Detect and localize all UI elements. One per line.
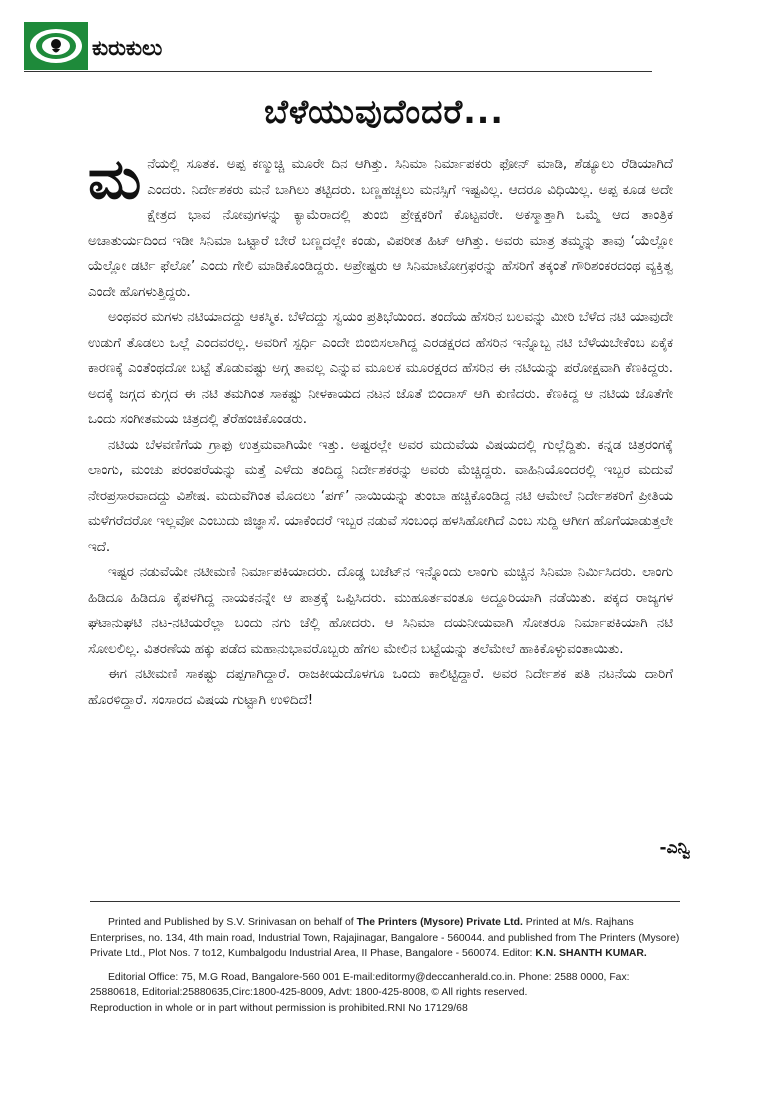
header-divider: [24, 71, 652, 72]
masthead: [24, 22, 652, 72]
imprint-rights: Reproduction in whole or in part without permission is prohibited.RNI No 17129/68: [90, 1002, 468, 1014]
imprint-text: Printed at M/s. Rajhans Enterprises, no. 134, 4th main road, Industrial Town, Rajajinagar, Bangalore - 560044. and published from The Printers (Mysore) Private Ltd., Plot Nos. 7 to12, Kumbalgodu Industrial Area, II Phase, Bangalore - 560074. Editor:: [90, 917, 680, 959]
article-title: ಬೆಳೆಯುವುದೆಂದರೆ...: [264, 92, 504, 131]
author-signature: -ಎನ್ವಿ: [659, 838, 690, 858]
logo-icon: [24, 22, 88, 70]
imprint: [90, 915, 680, 1024]
editor-name: K.N. SHANTH KUMAR.: [535, 948, 647, 959]
brand-name: ಕುರುಕುಲು: [92, 36, 163, 60]
article-body: [88, 147, 673, 713]
paragraph: ನಟಿಯ ಬೆಳವಣಿಗೆಯ ಗ್ರಾಫು ಉತ್ತಮವಾಗಿಯೇ ಇತ್ತು. ಅಷ್ಟರಲ್ಲೇ ಅವರ ಮದುವೆಯ ವಿಷಯದಲ್ಲಿ ಗುಲ್ಲೆದ್ದಿತು. ಕನ್ನಡ ಚಿತ್ರರಂಗಕ್ಕೆ ಲಾಂಗು, ಮಂಚು ಪರಂಪರೆಯನ್ನು ಮತ್ತೆ ಎಳೆದು ತಂದಿದ್ದ ನಿರ್ದೇಶಕರನ್ನು ಅವರು ಮೆಚ್ಚಿದ್ದರು. ವಾಹಿನಿಯೊಂದರಲ್ಲಿ ಇಬ್ಬರ ಮದುವೆ ನೇರಪ್ರಸಾರವಾದದ್ದು ವಿಶೇಷ. ಮದುವೆಗಿಂತ ಮೊದಲು ‘ಪಗ್’ ನಾಯಿಯನ್ನು ತುಂಬಾ ಹಚ್ಚಿಕೊಂಡಿದ್ದ ನಟಿ ಆಮೇಲೆ ನಿರ್ದೇಶಕರಿಗೆ ಪ್ರೀತಿಯ ಮಳೆಗರೆದರೋ ಇಲ್ಲವೋ ಎಂಬುದು ಜಿಜ್ಞಾಸೆ. ಯಾಕೆಂದರೆ ಇಬ್ಬರ ನಡುವೆ ಸಂಬಂಧ ಹಳಸಿಹೋಗಿದೆ ಎಂಬ ಸುದ್ದಿ ಆಗೀಗ ಹೊಗೆಯಾಡುತ್ತಲೇ ಇದೆ.: [88, 437, 673, 555]
paragraph: ಅಂಥವರ ಮಗಳು ನಟಿಯಾದದ್ದು ಆಕಸ್ಮಿಕ. ಬೆಳೆದದ್ದು ಸ್ವಯಂ ಪ್ರತಿಭೆಯಿಂದ. ತಂದೆಯ ಹೆಸರಿನ ಬಲವನ್ನು ಮೀರಿ ಬೆಳೆದ ನಟಿ ಯಾವುದೇ ಉಡುಗೆ ತೊಡಲು ಒಲ್ಲೆ ಎಂದವರಲ್ಲ. ಅವರಿಗೆ ಸ್ಪರ್ಧಿ ಎಂದೇ ಬಿಂಬಿಸಲಾಗಿದ್ದ ಎರಡಕ್ಷರದ ಹೆಸರಿನ ಇನ್ನೊಬ್ಬ ನಟಿ ಬೆಳೆಯಬೇಕೆಂಬ ಏಕೈಕ ಕಾರಣಕ್ಕೆ ಎಂತೆಂಥದೋ ಬಟ್ಟೆ ತೊಡುವಷ್ಟು ಅಗ್ಗ ತಾವಲ್ಲ ಎನ್ನುವ ಮೂಲಕ ಮೂರಕ್ಷರದ ಹೆಸರಿನ ಈ ನಟಿಯನ್ನು ಪರೋಕ್ಷವಾಗಿ ಕೆಣಕಿದ್ದರು. ಅದಕ್ಕೆ ಜಗ್ಗದ ಕುಗ್ಗದ ಈ ನಟಿ ತಮಗಿಂತ ಸಾಕಷ್ಟು ನೀಳಕಾಯದ ನಟನ ಜೊತೆ ಬಿಂದಾಸ್ ಆಗಿ ಕುಣಿದರು. ಕೆಣಕಿದ್ದ ಆ ನಟಿಯ ಜೊತೆಗೇ ಒಂದು ಸಂಗೀತಮಯ ಚಿತ್ರದಲ್ಲಿ ತೆರೆಹಂಚಿಕೊಂಡರು.: [88, 310, 673, 427]
imprint-contact: Editorial Office: 75, M.G Road, Bangalore-560 001 E-mail:editormy@deccanherald.co.in. Phone: 2588 0000, Fax: 25880618, Editorial:25880635,Circ:1800-425-8009, Advt: 1800-425-8008, © All rights reserved.: [90, 971, 630, 998]
paragraph: [88, 147, 673, 305]
imprint-text: Printed and Published by S.V. Srinivasan on behalf of: [108, 917, 357, 928]
kurukulu-logo: [24, 22, 88, 70]
dropcap: ಮ: [88, 147, 142, 212]
footer-divider: [90, 901, 680, 902]
paragraph-text: ನೆಯಲ್ಲಿ ಸೂತಕ. ಅಪ್ಪ ಕಣ್ಮುಚ್ಚಿ ಮೂರೇ ದಿನ ಆಗಿತ್ತು. ಸಿನಿಮಾ ನಿರ್ಮಾಪಕರು ಫೋನ್ ಮಾಡಿ, ಶೆಡ್ಯೂಲು ರೆಡಿಯಾಗಿದೆ ಎಂದರು. ನಿರ್ದೇಶಕರು ಮನೆ ಬಾಗಿಲು ತಟ್ಟಿದರು. ಬಣ್ಣಹಚ್ಚಲು ಮನಸ್ಸಿಗೆ ಇಷ್ಟವಿಲ್ಲ. ಆದರೂ ವಿಧಿಯಿಲ್ಲ. ಅಪ್ಪ ಕೂಡ ಅದೇ ಕ್ಷೇತ್ರದ ಭಾವ ನೋವುಗಳನ್ನು ಕ್ಯಾಮೆರಾದಲ್ಲಿ ತುಂಬಿ ಪ್ರೇಕ್ಷಕರಿಗೆ ಕೊಟ್ಟವರೇ. ಅಕಸ್ಮಾತ್ತಾಗಿ ಒಮ್ಮೆ ಆದ ತಾಂತ್ರಿಕ ಅಚಾತುರ್ಯದಿಂದ ಇಡೀ ಸಿನಿಮಾ ಒಟ್ಟಾರೆ ಬೇರೆ ಬಣ್ಣದಲ್ಲೇ ಕಂಡು, ವಿಪರೀತ ಹಿಟ್ ಆಗಿತ್ತು. ಅವರು ಮಾತ್ರ ತಮ್ಮನ್ನು ತಾವು ‘ಯೆಲ್ಲೋ ಯೆಲ್ಲೋ ಡರ್ಟಿ ಫೆಲೋ’ ಎಂದು ಗೇಲಿ ಮಾಡಿಕೊಂಡಿದ್ದರು. ಅಪ್ರೇಷ್ಟರು ಆ ಸಿನಿಮಾಟೋಗ್ರಫರನ್ನು ಹೆಸರಿಗೆ ತಕ್ಕಂತೆ ಗೌರಿಶಂಕರದಂಥ ವ್ಯಕ್ತಿತ್ವ ಎಂದೇ ಹೊಗಳುತ್ತಿದ್ದರು.: [88, 157, 673, 300]
publisher-name: The Printers (Mysore) Private Ltd.: [356, 917, 523, 928]
paragraph: ಈಗ ನಟೀಮಣಿ ಸಾಕಷ್ಟು ದಪ್ಪಗಾಗಿದ್ದಾರೆ. ರಾಜಕೀಯದೊಳಗೂ ಒಂದು ಕಾಲಿಟ್ಟಿದ್ದಾರೆ. ಅವರ ನಿರ್ದೇಶಕ ಪತಿ ನಟನೆಯ ದಾರಿಗೆ ಹೊರಳಿದ್ದಾರೆ. ಸಂಸಾರದ ವಿಷಯ ಗುಟ್ಟಾಗಿ ಉಳಿದಿದೆ!: [88, 667, 673, 708]
paragraph: ಇಷ್ಟರ ನಡುವೆಯೇ ನಟೀಮಣಿ ನಿರ್ಮಾಪಕಿಯಾದರು. ದೊಡ್ಡ ಬಜೆಟ್‌ನ ಇನ್ನೊಂದು ಲಾಂಗು ಮಚ್ಚಿನ ಸಿನಿಮಾ ನಿರ್ಮಿಸಿದರು. ಲಾಂಗು ಹಿಡಿದೂ ಹಿಡಿದೂ ಕೈಪಳಗಿದ್ದ ನಾಯಕನನ್ನೇ ಆ ಪಾತ್ರಕ್ಕೆ ಒಪ್ಪಿಸಿದರು. ಮುಹೂರ್ತವಂತೂ ಅದ್ದೂರಿಯಾಗಿ ನಡೆಯಿತು. ಪಕ್ಕದ ರಾಜ್ಯಗಳ ಘಟಾನುಘಟಿ ನಟ-ನಟಿಯರೆಲ್ಲಾ ಬಂದು ನಗು ಚೆಲ್ಲಿ ಹೋದರು. ಆ ಸಿನಿಮಾ ದಯನೀಯವಾಗಿ ಸೋತರೂ ನಿರ್ಮಾಪಕಿಯಾಗಿ ನಟಿ ಸೋಲಲಿಲ್ಲ. ವಿತರಣೆಯ ಹಕ್ಕು ಪಡೆದ ಮಹಾನುಭಾವರೊಬ್ಬರು ಹೆಗಲ ಮೇಲಿನ ಬಟ್ಟೆಯನ್ನು ತಲೆಮೇಲೆ ಹಾಕಿಕೊಳ್ಳುವಂತಾಯಿತು.: [88, 565, 673, 657]
imprint-publisher: [90, 915, 680, 962]
